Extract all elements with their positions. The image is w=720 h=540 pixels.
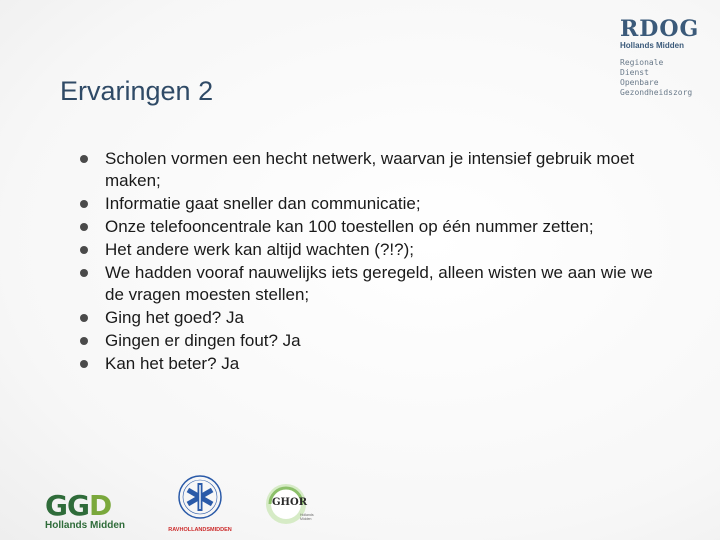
rav-logo-text: RAVHOLLANDSMIDDEN [168, 527, 232, 533]
ghor-logo-word: GHOR [272, 497, 308, 508]
bullet-dot-icon [80, 223, 88, 231]
bullet-text: We hadden vooraf nauwelijks iets geregeld, alleen wisten we aan wie we de vragen moesten stellen; [105, 263, 653, 304]
bullet-text: Kan het beter? Ja [105, 354, 240, 373]
bullet-item [80, 148, 670, 192]
rdog-logo-line: Gezondheidszorg [620, 88, 693, 97]
bullet-text: Scholen vormen een hecht netwerk, waarvan je intensief gebruik moet maken; [105, 149, 635, 190]
bullet-item [80, 216, 670, 238]
rdog-logo-lines [620, 58, 710, 98]
bullet-item [80, 239, 670, 261]
rdog-logo-line: Dienst [620, 68, 649, 77]
bullet-text: Het andere werk kan altijd wachten (?!?); [105, 240, 414, 259]
star-of-life-icon [177, 474, 223, 520]
rdog-logo-name: RDOG [620, 16, 700, 42]
ghor-logo [262, 483, 324, 525]
rav-logo [160, 474, 240, 533]
bullet-dot-icon [80, 314, 88, 322]
bullet-text: Onze telefooncentrale kan 100 toestellen op één nummer zetten; [105, 217, 594, 236]
bullet-dot-icon [80, 246, 88, 254]
bullet-item [80, 330, 670, 352]
slide-title: Ervaringen 2 [60, 76, 214, 106]
bullet-dot-icon [80, 337, 88, 345]
ggd-logo [45, 489, 125, 531]
footer-logos [0, 470, 720, 540]
bullet-item [80, 262, 670, 306]
ggd-logo-mark-a: GG [45, 489, 89, 522]
bullet-dot-icon [80, 269, 88, 277]
bullet-text: Ging het goed? Ja [105, 308, 244, 327]
rdog-logo-subtitle: Hollands Midden [620, 41, 684, 50]
bullet-text: Gingen er dingen fout? Ja [105, 331, 301, 350]
ggd-logo-mark-b: D [88, 489, 112, 522]
ggd-logo-mark [45, 489, 125, 522]
rdog-logo-line: Regionale [620, 58, 664, 67]
bullet-dot-icon [80, 155, 88, 163]
ghor-logo-subtitle: Hollands Midden [300, 513, 314, 521]
bullet-item [80, 193, 670, 215]
bullet-dot-icon [80, 360, 88, 368]
rdog-logo [620, 18, 710, 98]
bullet-list [80, 148, 670, 376]
bullet-item [80, 353, 670, 375]
bullet-item [80, 307, 670, 329]
bullet-dot-icon [80, 200, 88, 208]
ggd-logo-subtitle: Hollands Midden [45, 520, 125, 531]
bullet-text: Informatie gaat sneller dan communicatie; [105, 194, 421, 213]
rdog-logo-line: Openbare [620, 78, 659, 87]
